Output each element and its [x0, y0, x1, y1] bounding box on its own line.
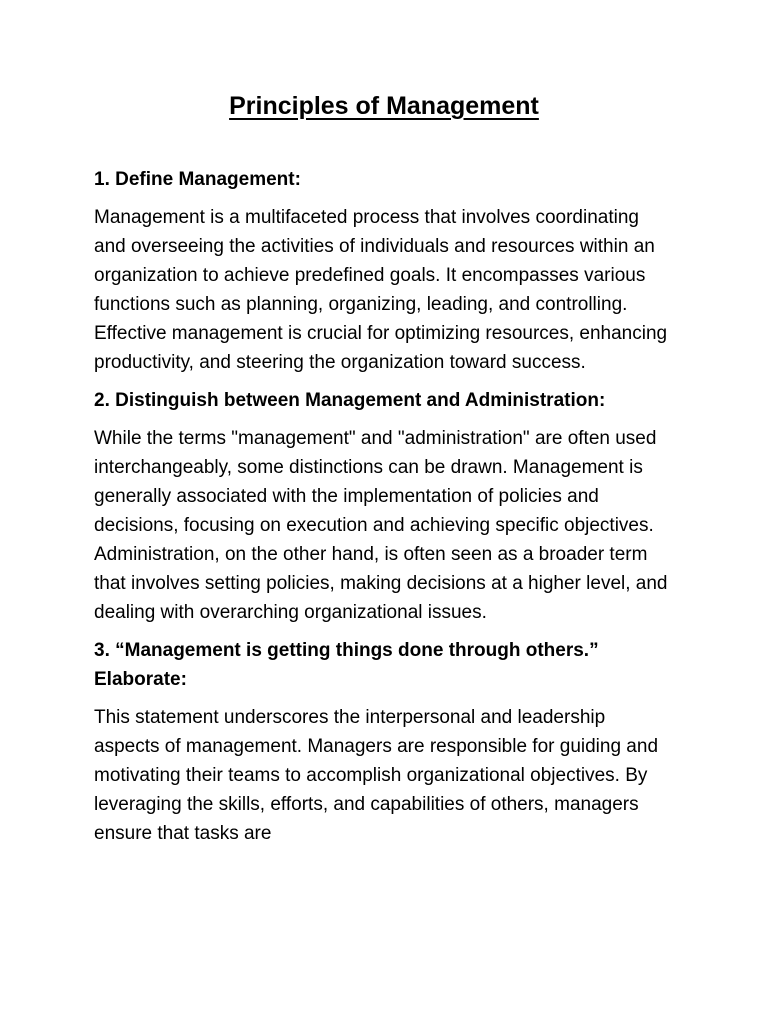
section-management-vs-administration: [94, 386, 674, 627]
section-getting-things-done: [94, 636, 674, 848]
section-heading: 1. Define Management:: [94, 169, 301, 190]
section-heading: 3. “Management is getting things done through others.” Elaborate:: [94, 640, 599, 690]
section-define-management: [94, 165, 674, 377]
section-body: Management is a multifaceted process that involves coordinating and overseeing the activities of individuals and resources within an organization to achieve predefined goals. It encompasses various functions such as planning, organizing, leading, and controlling. Effective management is crucial for optimizing resources, enhancing productivity, and steering the organization toward success.: [94, 207, 668, 373]
section-heading: 2. Distinguish between Management and Administration:: [94, 390, 606, 411]
section-body: While the terms "management" and "administration" are often used interchangeably, some distinctions can be drawn. Management is generally associated with the implementation of policies and decisions, focusing on execution and achieving specific objectives. Administration, on the other hand, is often seen as a broader term that involves setting policies, making decisions at a higher level, and dealing with overarching organizational issues.: [94, 428, 668, 623]
section-body: This statement underscores the interpersonal and leadership aspects of management. Managers are responsible for guiding and motivating their teams to accomplish organizational objectives. By leveraging the skills, efforts, and capabilities of others, managers ensure that tasks are: [94, 707, 659, 844]
document-title: Principles of Management: [229, 92, 539, 120]
